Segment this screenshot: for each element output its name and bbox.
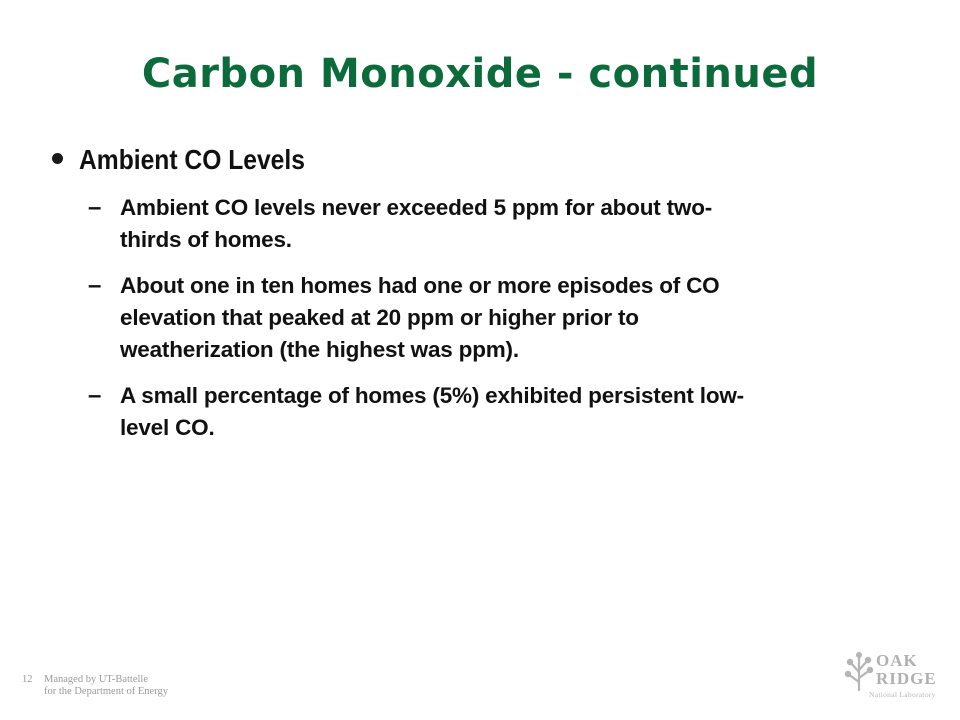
- logo-wordmark: [876, 652, 937, 688]
- page-number: 12: [22, 674, 33, 685]
- main-bullet-text: Ambient CO Levels: [79, 144, 305, 175]
- logo-line-1: OAK: [876, 651, 918, 670]
- dash-icon: –: [88, 382, 102, 409]
- sub-bullet-text: [120, 270, 848, 366]
- bullet-dot-icon: [52, 153, 63, 164]
- slide-title: Carbon Monoxide - continued: [141, 51, 819, 97]
- leaf-icon: [842, 652, 876, 692]
- sub-bullet-text: [120, 380, 848, 444]
- sub-bullet-list: [88, 192, 848, 458]
- managed-line-1: Managed by UT-Battelle: [44, 674, 149, 685]
- main-bullet: [52, 142, 912, 178]
- dash-icon: –: [88, 272, 102, 299]
- sub-bullet: [88, 192, 848, 256]
- oak-ridge-logo: [842, 650, 942, 702]
- logo-line-2: RIDGE: [876, 669, 937, 688]
- sub-bullet-text-content: About one in ten homes had one or more episodes of CO elevation that peaked at 20 ppm or higher prior to weatherization (the highest was ppm).: [120, 273, 720, 362]
- dash-icon: –: [88, 194, 102, 221]
- logo-tagline: National Laboratory: [869, 690, 936, 699]
- sub-bullet-text-content: A small percentage of homes (5%) exhibited persistent low- level CO.: [120, 383, 744, 440]
- managed-by-text: [44, 674, 244, 698]
- managed-line-2: for the Department of Energy: [44, 686, 169, 697]
- sub-bullet-text: [120, 192, 848, 256]
- sub-bullet-text-content: Ambient CO levels never exceeded 5 ppm for about two- thirds of homes.: [120, 195, 713, 252]
- sub-bullet: [88, 270, 848, 366]
- sub-bullet: [88, 380, 848, 444]
